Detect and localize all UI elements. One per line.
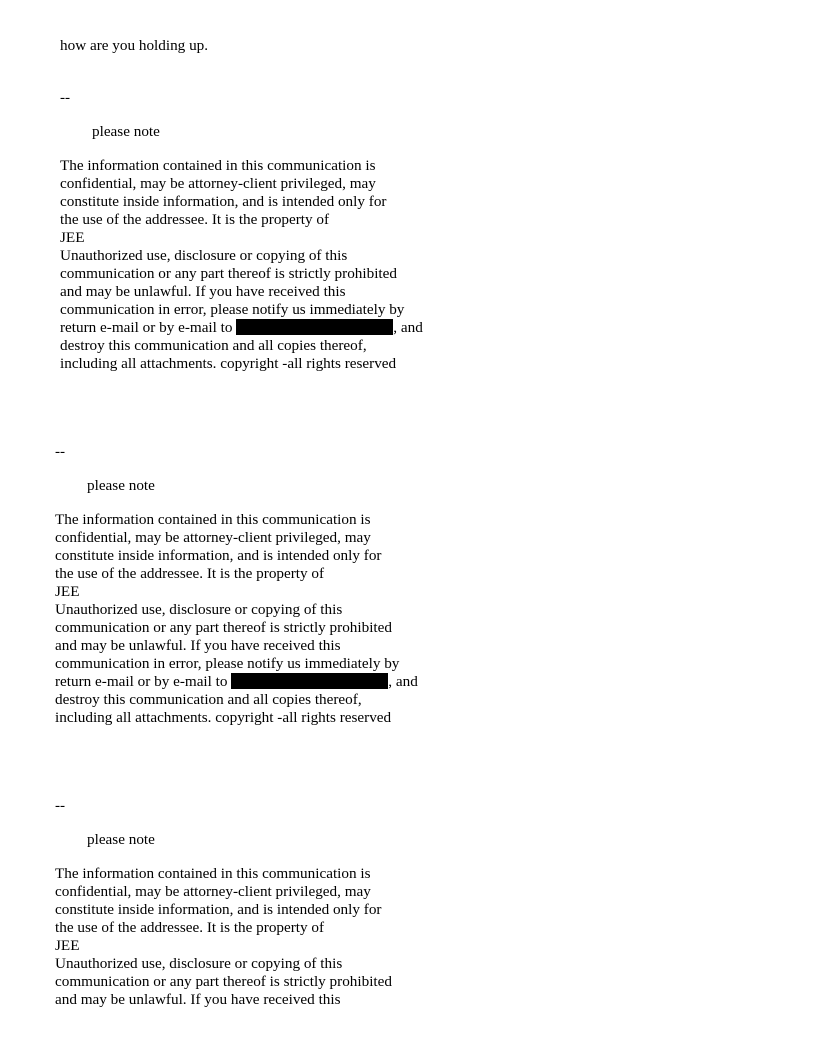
disclaimer-line: confidential, may be attorney-client privileged, may xyxy=(60,175,376,192)
disclaimer-line: including all attachments. copyright -all rights reserved xyxy=(55,709,392,726)
signature-separator: -- xyxy=(55,797,66,814)
signature-separator: -- xyxy=(55,443,66,460)
disclaimer-line: and may be unlawful. If you have received this xyxy=(60,283,346,300)
disclaimer-line: the use of the addressee. It is the property of xyxy=(55,565,325,582)
disclaimer-line: and may be unlawful. If you have received this xyxy=(55,637,341,654)
company-name: JEE xyxy=(55,583,80,600)
disclaimer-line: destroy this communication and all copies thereof, xyxy=(60,337,367,354)
disclaimer-line: Unauthorized use, disclosure or copying of this xyxy=(55,601,343,618)
disclaimer-line: confidential, may be attorney-client privileged, may xyxy=(55,883,371,900)
email-suffix: , and xyxy=(393,319,423,336)
disclaimer-line: and may be unlawful. If you have received this xyxy=(55,991,341,1008)
redacted-email xyxy=(236,319,393,335)
disclaimer-line: communication or any part thereof is strictly prohibited xyxy=(55,619,392,636)
note-heading: please note xyxy=(87,831,155,848)
disclaimer-line: constitute inside information, and is intended only for xyxy=(55,901,382,918)
company-name: JEE xyxy=(60,229,85,246)
disclaimer-line: constitute inside information, and is intended only for xyxy=(60,193,387,210)
email-suffix: , and xyxy=(388,673,418,690)
company-name: JEE xyxy=(55,937,80,954)
disclaimer-line: communication in error, please notify us immediately by xyxy=(55,655,400,672)
disclaimer-line: The information contained in this communication is xyxy=(55,865,371,882)
disclaimer-line: communication in error, please notify us immediately by xyxy=(60,301,405,318)
disclaimer-line: Unauthorized use, disclosure or copying of this xyxy=(60,247,348,264)
email-line xyxy=(60,319,423,337)
disclaimer-line: confidential, may be attorney-client privileged, may xyxy=(55,529,371,546)
disclaimer-line: communication or any part thereof is strictly prohibited xyxy=(55,973,392,990)
email-prefix: return e-mail or by e-mail to xyxy=(55,673,228,690)
email-line xyxy=(55,673,418,691)
disclaimer-line: constitute inside information, and is intended only for xyxy=(55,547,382,564)
note-heading: please note xyxy=(92,123,160,140)
redacted-email xyxy=(231,673,388,689)
disclaimer-line: Unauthorized use, disclosure or copying of this xyxy=(55,955,343,972)
email-prefix: return e-mail or by e-mail to xyxy=(60,319,233,336)
disclaimer-line: communication or any part thereof is strictly prohibited xyxy=(60,265,397,282)
greeting-text: how are you holding up. xyxy=(60,37,209,54)
disclaimer-line: the use of the addressee. It is the property of xyxy=(60,211,330,228)
disclaimer-line: The information contained in this communication is xyxy=(55,511,371,528)
disclaimer-line: destroy this communication and all copies thereof, xyxy=(55,691,362,708)
signature-separator: -- xyxy=(60,89,71,106)
disclaimer-line: the use of the addressee. It is the property of xyxy=(55,919,325,936)
disclaimer-line: including all attachments. copyright -all rights reserved xyxy=(60,355,397,372)
disclaimer-line: The information contained in this communication is xyxy=(60,157,376,174)
note-heading: please note xyxy=(87,477,155,494)
